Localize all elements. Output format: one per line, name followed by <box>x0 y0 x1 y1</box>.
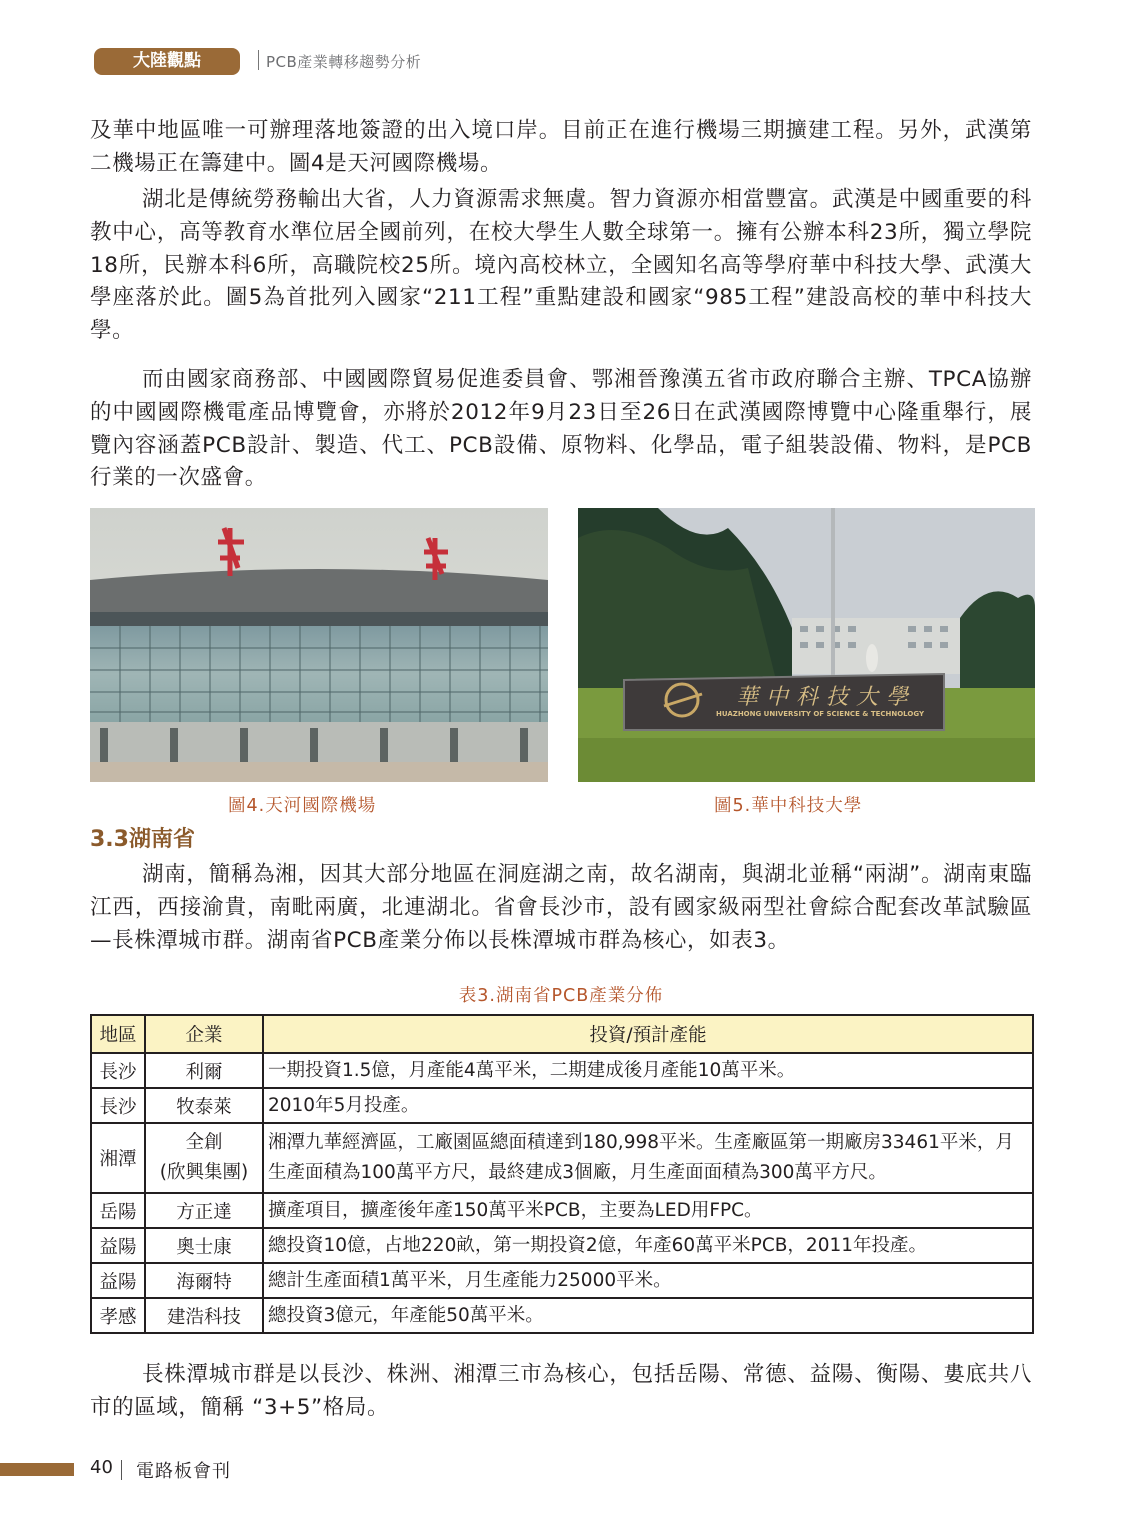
cell-region: 長沙 <box>91 1088 145 1123</box>
cell-region: 益陽 <box>91 1228 145 1263</box>
cell-region: 孝感 <box>91 1298 145 1333</box>
cell-detail: 一期投資1.5億，月產能4萬平米，二期建成後月產能10萬平米。 <box>263 1053 1033 1088</box>
figure-4-airport-photo <box>90 508 548 782</box>
section-heading: 3.3湖南省 <box>90 827 195 852</box>
paragraph-2: 湖北是傳統勞務輸出大省，人力資源需求無虞。智力資源亦相當豐富。武漢是中國重要的科教中心，高等教育水準位居全國前列，在校大學生人數全球第一。擁有公辦本科23所，獨立學院18所，民辦本科6所，高職院校25所。境內高校林立，全國知名高等學府華中科技大學、武漢大學座落於此。圖5為首批列入國家“211工程”重點建設和國家“985工程”建設高校的華中科技大學。 <box>90 187 1032 344</box>
table-caption: 表3.湖南省PCB產業分佈 <box>458 986 664 1006</box>
pcb-distribution-table <box>90 1014 1034 1334</box>
page-number: 40 <box>90 1457 113 1478</box>
column-header-detail: 投資/預計產能 <box>263 1015 1033 1053</box>
figure-4-caption: 圖4.天河國際機場 <box>228 796 377 816</box>
header-divider <box>258 50 259 70</box>
cell-detail: 湘潭九華經濟區，工廠園區總面積達到180,998平米。生產廠區第一期廠房33461平米，月生產面積為100萬平方尺，最終建成3個廠，月生產面面積為300萬平方尺。 <box>263 1123 1033 1193</box>
paragraph-3: 而由國家商務部、中國國際貿易促進委員會、鄂湘晉豫漢五省市政府聯合主辦、TPCA協辦的中國國際機電產品博覽會，亦將於2012年9月23日至26日在武漢國際博覽中心隆重舉行，展覽內容涵蓋PCB設計、製造、代工、PCB設備、原物料、化學品，電子組裝設備、物料，是PCB行業的一次盛會。 <box>90 367 1032 491</box>
cell-company: 利爾 <box>145 1053 263 1088</box>
cell-company: 海爾特 <box>145 1263 263 1298</box>
cell-region: 湘潭 <box>91 1123 145 1193</box>
cell-region: 長沙 <box>91 1053 145 1088</box>
paragraph-4: 湖南，簡稱為湘，因其大部分地區在洞庭湖之南，故名湖南，與湖北並稱“兩湖”。湖南東臨江西，西接渝貴，南毗兩廣，北連湖北。省會長沙市，設有國家級兩型社會綜合配套改革試驗區—長株潭城市群。湖南省PCB產業分佈以長株潭城市群為核心，如表3。 <box>90 862 1032 953</box>
figure-5-university-photo <box>578 508 1035 782</box>
figure-5-sign-subtext: HUAZHONG UNIVERSITY OF SCIENCE & TECHNOLOGY <box>716 710 925 718</box>
table-row <box>91 1263 1033 1298</box>
cell-company: 牧泰萊 <box>145 1088 263 1123</box>
footer-divider <box>121 1460 122 1480</box>
journal-title: 電路板會刊 <box>136 1461 231 1482</box>
cell-detail: 2010年5月投產。 <box>263 1088 1033 1123</box>
section-tab: 大陸觀點 <box>94 48 240 75</box>
cell-detail: 擴產項目，擴產後年產150萬平米PCB，主要為LED用FPC。 <box>263 1193 1033 1228</box>
footer-accent-bar <box>0 1463 74 1476</box>
table-row <box>91 1123 1033 1193</box>
column-header-region: 地區 <box>91 1015 145 1053</box>
table-row <box>91 1088 1033 1123</box>
table-row <box>91 1053 1033 1088</box>
cell-company: 方正達 <box>145 1193 263 1228</box>
paragraph-5: 長株潭城市群是以長沙、株洲、湘潭三市為核心，包括岳陽、常德、益陽、衡陽、婁底共八市的區域，簡稱 “3+5”格局。 <box>90 1362 1032 1420</box>
cell-company: 奧士康 <box>145 1228 263 1263</box>
article-title: PCB產業轉移趨勢分析 <box>266 53 422 71</box>
cell-company: 建浩科技 <box>145 1298 263 1333</box>
table-row <box>91 1228 1033 1263</box>
cell-company: 全創 (欣興集團) <box>145 1123 263 1193</box>
cell-detail: 總投資10億，占地220畝，第一期投資2億，年產60萬平米PCB，2011年投產。 <box>263 1228 1033 1263</box>
cell-detail: 總計生產面積1萬平米，月生產能力25000平米。 <box>263 1263 1033 1298</box>
table-header-row <box>91 1015 1033 1053</box>
cell-region: 益陽 <box>91 1263 145 1298</box>
table-row <box>91 1193 1033 1228</box>
column-header-company: 企業 <box>145 1015 263 1053</box>
table-row <box>91 1298 1033 1333</box>
figure-5-sign-text: 華中科技大學 <box>736 685 917 710</box>
figure-5-caption: 圖5.華中科技大學 <box>714 796 863 816</box>
cell-region: 岳陽 <box>91 1193 145 1228</box>
cell-detail: 總投資3億元，年產能50萬平米。 <box>263 1298 1033 1333</box>
paragraph-1: 及華中地區唯一可辦理落地簽證的出入境口岸。目前正在進行機場三期擴建工程。另外，武漢第二機場正在籌建中。圖4是天河國際機場。 <box>90 118 1032 176</box>
